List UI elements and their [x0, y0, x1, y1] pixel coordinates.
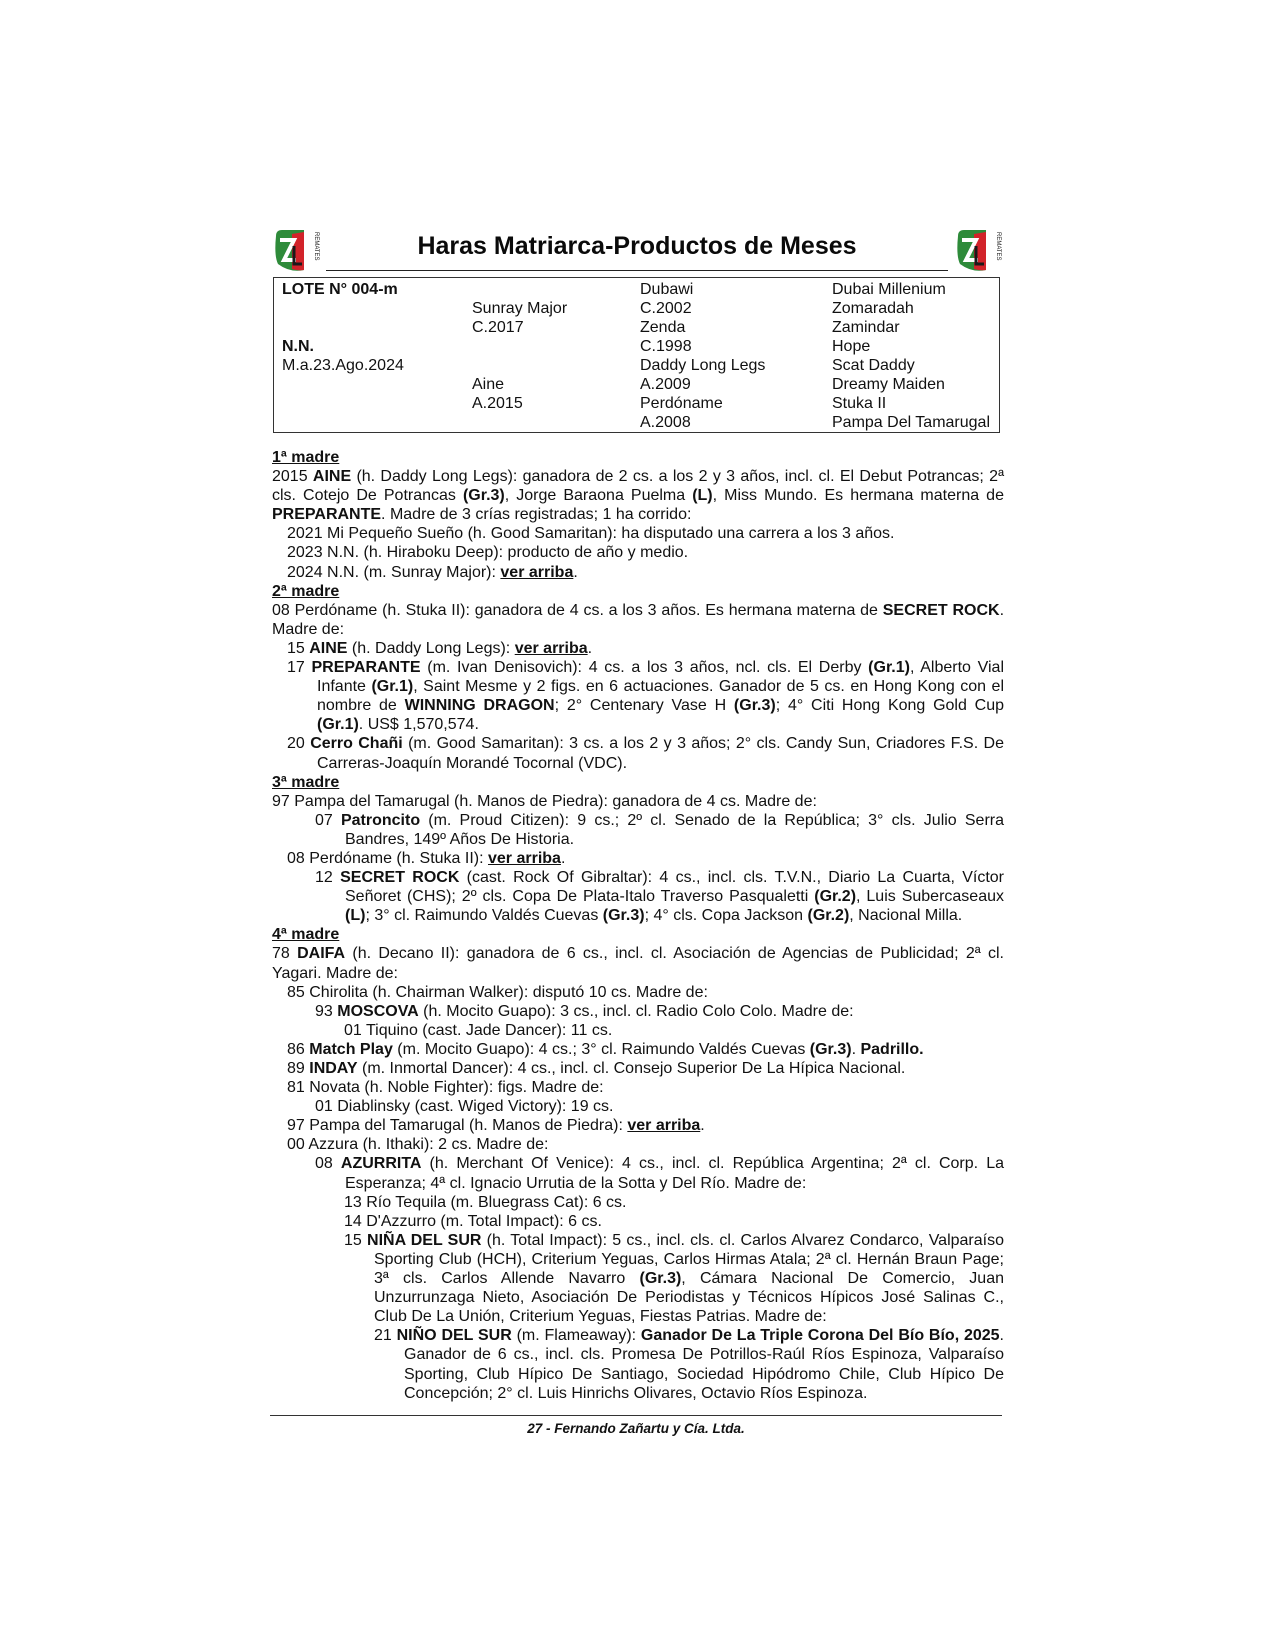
- offspring-entry: 07 Patroncito (m. Proud Citizen): 9 cs.; 2º cl. Senado de la República; 3° cls. Julio Serra Bandres, 149º Años De Historia.: [315, 811, 1004, 848]
- granddam-1: Zenda: [640, 319, 686, 336]
- offspring-entry: 00 Azzura (h. Ithaki): 2 cs. Madre de:: [287, 1136, 549, 1154]
- offspring-entry: 86 Match Play (m. Mocito Guapo): 4 cs.; 3° cl. Raimundo Valdés Cuevas (Gr.3). Padrillo.: [287, 1040, 924, 1058]
- offspring-entry: 85 Chirolita (h. Chairman Walker): disputó 10 cs. Madre de:: [287, 983, 708, 1001]
- great-grandparent: Dreamy Maiden: [832, 376, 945, 393]
- great-grandparent: Zomaradah: [832, 300, 914, 317]
- offspring-entry: 93 MOSCOVA (h. Mocito Guapo): 3 cs., incl. cl. Radio Colo Colo. Madre de:: [315, 1002, 854, 1020]
- logo-lettering: REMATES: [313, 232, 319, 261]
- offspring-entry: 01 Diablinsky (cast. Wiged Victory): 19 cs.: [315, 1098, 614, 1116]
- sire-name: Sunray Major: [472, 300, 568, 317]
- offspring-entry: 15 NIÑA DEL SUR (h. Total Impact): 5 cs., incl. cls. cl. Carlos Alvarez Condarco, Valparaíso Sporting Club (HCH), Criterium Yeguas, Carlos Hirmas Atala; 2ª cl. Hernán Braun Page; 3ª cls. Carlos Allende Navarro (Gr.3), Cámara Nacional De Comercio, Juan Unzurrunzaga Nieto, Asociación De Periodistas y Técnicos Hípicos José Salinas C., Club De La Unión, Criterium Yeguas, Fiestas Patrias. Madre de:: [344, 1231, 1004, 1326]
- granddam-2: Perdóname: [640, 395, 723, 412]
- offspring-entry: 12 SECRET ROCK (cast. Rock Of Gibraltar): 4 cs., incl. cls. T.V.N., Diario La Cuarta, Víctor Señoret (CHS); 2º cls. Copa De Plata-Italo Traverso Pasqualetti (Gr.2), Luis Subercaseaux (L); 3° cl. Raimundo Valdés Cuevas (Gr.3); 4° cls. Copa Jackson (Gr.2), Nacional Milla.: [315, 869, 1005, 925]
- great-grandparent: Dubai Millenium: [832, 281, 946, 298]
- offspring-entry: 81 Novata (h. Noble Fighter): figs. Madre de:: [287, 1079, 604, 1097]
- lot-number: LOTE N° 004-m: [282, 281, 398, 298]
- offspring-entry: 15 AINE (h. Daddy Long Legs): ver arriba.: [287, 639, 593, 657]
- page-footer: 27 - Fernando Zañartu y Cía. Ltda.: [527, 1421, 745, 1436]
- footer-rule: [270, 1415, 1002, 1416]
- offspring-entry: 08 Perdóname (h. Stuka II): ver arriba.: [287, 849, 566, 867]
- grandsire-2: Daddy Long Legs: [640, 357, 766, 374]
- sire-info: C.2017: [472, 319, 524, 336]
- section-heading: 3ª madre: [272, 773, 340, 791]
- offspring-entry: 08 AZURRITA (h. Merchant Of Venice): 4 cs., incl. cl. República Argentina; 2ª cl. Corp. La Esperanza; 4ª cl. Ignacio Urrutia de la Sotta y Del Río. Madre de:: [315, 1155, 1004, 1192]
- offspring-entry: 01 Tiquino (cast. Jade Dancer): 11 cs.: [344, 1021, 613, 1039]
- grandsire-1: Dubawi: [640, 281, 694, 298]
- page-header: [270, 226, 1004, 276]
- great-grandparent: Pampa Del Tamarugal: [832, 414, 991, 431]
- grandsire-2-info: A.2009: [640, 376, 691, 393]
- pedigree-notes: [272, 448, 1004, 1403]
- page-title: Haras Matriarca-Productos de Meses: [417, 232, 857, 260]
- pedigree-table: [273, 277, 1000, 433]
- section-heading: 2ª madre: [272, 582, 340, 600]
- offspring-entry: 2023 N.N. (h. Hiraboku Deep): producto de año y medio.: [287, 544, 689, 562]
- section-heading: 1ª madre: [272, 449, 340, 466]
- great-grandparent: Zamindar: [832, 319, 900, 336]
- section-heading: 4ª madre: [272, 926, 340, 944]
- offspring-entry: 89 INDAY (m. Inmortal Dancer): 4 cs., incl. cl. Consejo Superior De La Hípica Nacional.: [287, 1060, 906, 1077]
- great-grandparent: Hope: [832, 338, 871, 355]
- great-grandparent: Scat Daddy: [832, 357, 915, 374]
- remates-logo-icon: [270, 226, 322, 276]
- offspring-entry: 2021 Mi Pequeño Sueño (h. Good Samaritan): ha disputado una carrera a los 3 años.: [287, 525, 895, 543]
- horse-name: N.N.: [282, 338, 314, 355]
- offspring-entry: 17 PREPARANTE (m. Ivan Denisovich): 4 cs. a los 3 años, ncl. cls. El Derby (Gr.1), Alberto Vial Infante (Gr.1), Saint Mesme y 2 figs. en 6 actuaciones. Ganador de 5 cs. en Hong Kong con el nombre de WINNING DRAGON; 2° Centenary Vase H (Gr.3); 4° Citi Hong Kong Gold Cup (Gr.1). US$ 1,570,574.: [287, 659, 1005, 734]
- remates-logo-icon: [952, 226, 1004, 276]
- grandsire-1-info: C.2002: [640, 300, 692, 317]
- dam-paragraph: 78 DAIFA (h. Decano II): ganadora de 6 cs., incl. cl. Asociación de Agencias de Publicidad; 2ª cl. Yagari. Madre de:: [272, 945, 1004, 982]
- granddam-2-info: A.2008: [640, 414, 691, 431]
- dam-paragraph: 97 Pampa del Tamarugal (h. Manos de Piedra): ganadora de 4 cs. Madre de:: [272, 792, 817, 810]
- dam-info: A.2015: [472, 395, 523, 412]
- offspring-entry: 21 NIÑO DEL SUR (m. Flameaway): Ganador De La Triple Corona Del Bío Bío, 2025. Ganador de 6 cs., incl. cls. Promesa De Potrillos-Raúl Ríos Espinoza, Valparaíso Sporting, Club Hípico De Santiago, Sociedad Hipódromo Chile, Club Hípico De Concepción; 2° cl. Luis Hinrichs Olivares, Octavio Ríos Espinoza.: [374, 1327, 1004, 1402]
- dam-name: Aine: [472, 376, 505, 393]
- svg-text:REMATES: REMATES: [995, 232, 1001, 261]
- dam-paragraph: 08 Perdóname (h. Stuka II): ganadora de 4 cs. a los 3 años. Es hermana materna de SECRET ROCK. Madre de:: [272, 601, 1005, 638]
- horse-birth: M.a.23.Ago.2024: [282, 357, 404, 374]
- title-underline: [326, 270, 948, 271]
- offspring-entry: 14 D'Azzurro (m. Total Impact): 6 cs.: [344, 1212, 602, 1230]
- offspring-entry: 20 Cerro Chañi (m. Good Samaritan): 3 cs. a los 2 y 3 años; 2° cls. Candy Sun, Criadores F.S. De Carreras-Joaquín Morandé Tocornal (VDC).: [287, 735, 1004, 772]
- offspring-entry: 97 Pampa del Tamarugal (h. Manos de Piedra): ver arriba.: [287, 1117, 705, 1135]
- offspring-entry: 2024 N.N. (m. Sunray Major): ver arriba.: [287, 563, 578, 581]
- offspring-entry: 13 Río Tequila (m. Bluegrass Cat): 6 cs.: [344, 1193, 627, 1211]
- dam-paragraph: 2015 AINE (h. Daddy Long Legs): ganadora de 2 cs. a los 2 y 3 años, incl. cl. El Debut Potrancas; 2ª cls. Cotejo De Potrancas (Gr.3), Jorge Baraona Puelma (L), Miss Mundo. Es hermana materna de PREPARANTE. Madre de 3 crías registradas; 1 ha corrido:: [272, 468, 1004, 524]
- granddam-1-info: C.1998: [640, 338, 692, 355]
- great-grandparent: Stuka II: [832, 395, 887, 412]
